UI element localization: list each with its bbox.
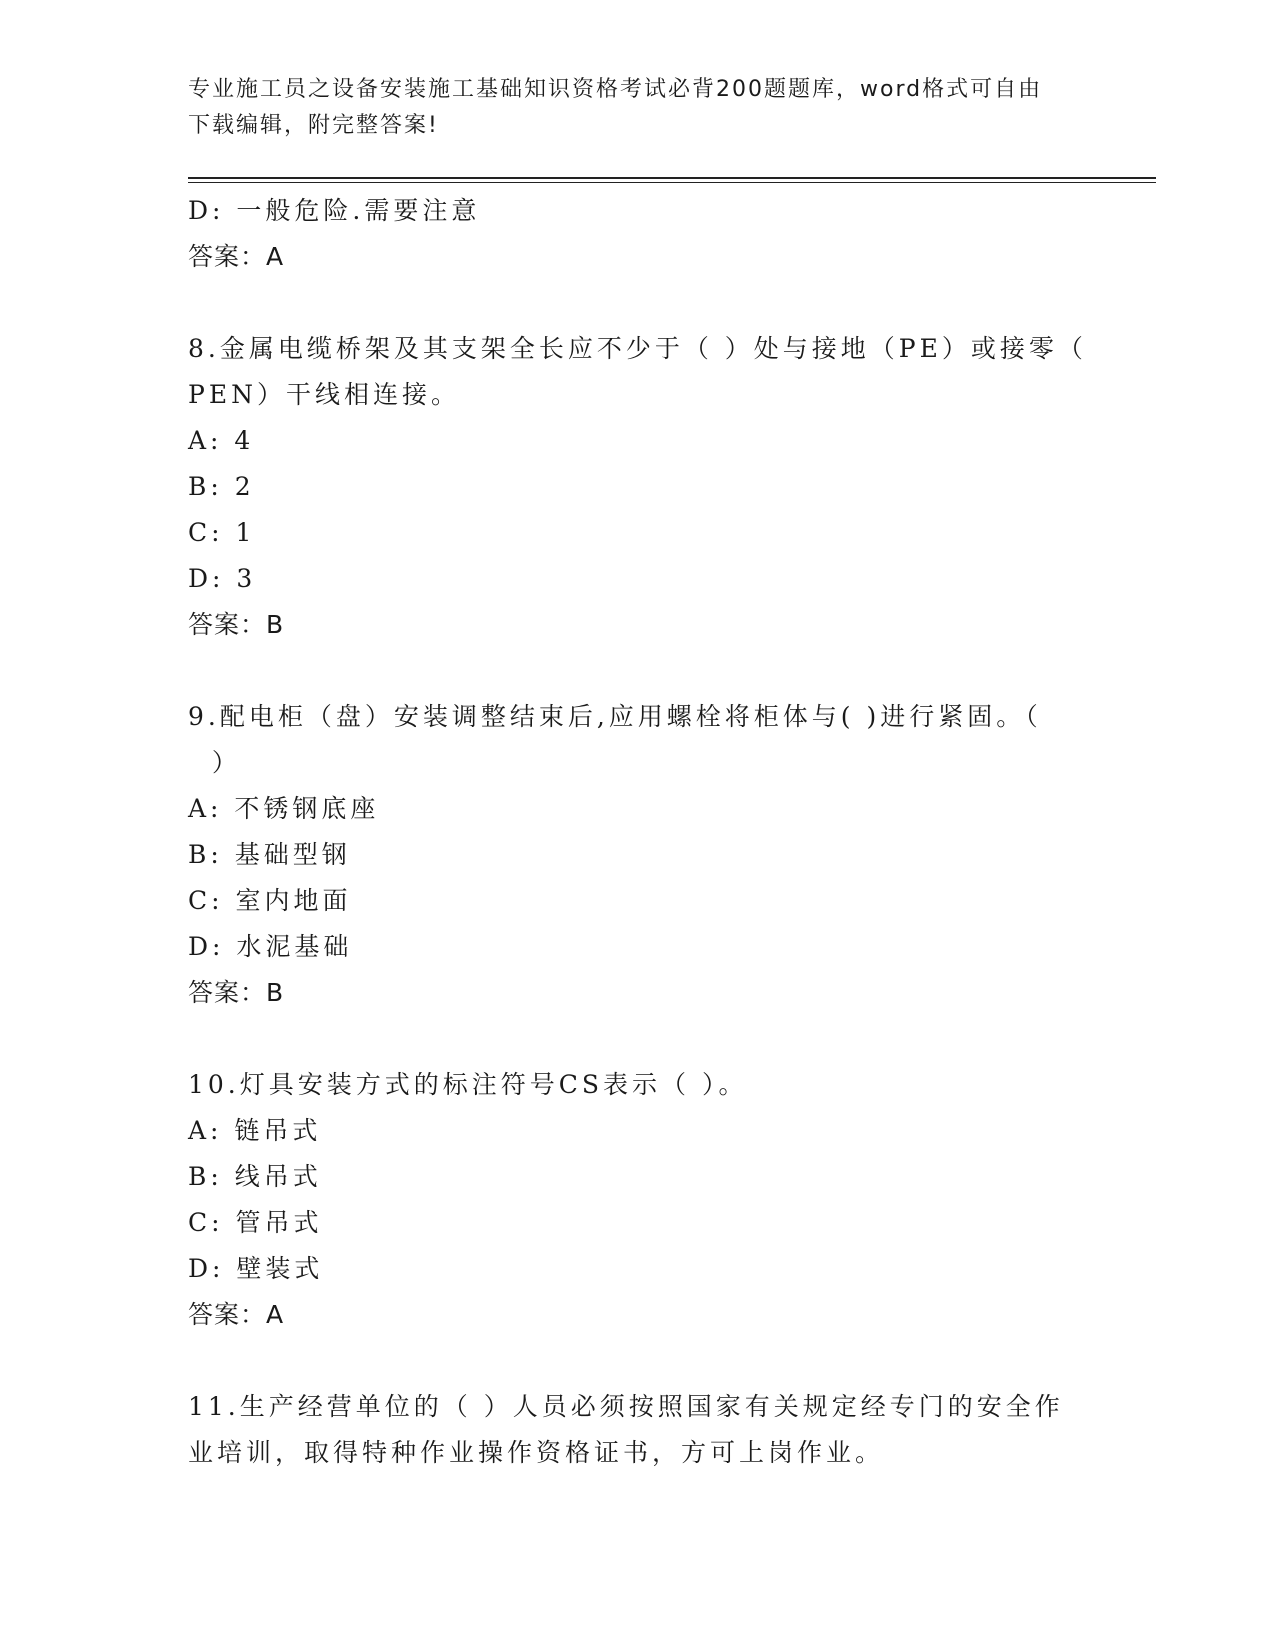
header-title-line-1: 专业施工员之设备安装施工基础知识资格考试必背200题题库，word格式可自由 [188, 77, 1043, 102]
option-a: A: 不锈钢底座 [188, 794, 380, 823]
option-b: B: 基础型钢 [188, 840, 351, 869]
answer-line: 答案：B [188, 610, 285, 639]
answer-line: 答案：A [188, 1300, 285, 1329]
header-divider-thin [188, 182, 1156, 183]
question-text-line-1: 9.配电柜（盘）安装调整结束后,应用螺栓将柜体与( )进行紧固。（ [188, 702, 1042, 731]
option-d: D: 水泥基础 [188, 932, 353, 961]
question-text-line-2: PEN）干线相连接。 [188, 380, 460, 409]
question-7-tail [188, 188, 1088, 280]
answer-line: 答案：A [188, 242, 285, 271]
header-divider-thick [188, 177, 1156, 179]
question-text-line-1: 10.灯具安装方式的标注符号CS表示（ ）。 [188, 1070, 748, 1099]
question-text-line-2: ） [188, 748, 241, 777]
answer-line: 答案：B [188, 978, 285, 1007]
option-a: A: 4 [188, 426, 255, 455]
question-text-line-2: 业培训，取得特种作业操作资格证书，方可上岗作业。 [188, 1438, 885, 1467]
question-9 [188, 694, 1088, 1016]
question-11 [188, 1384, 1088, 1476]
question-8 [188, 326, 1088, 648]
option-d: D: 壁装式 [188, 1254, 324, 1283]
option-c: C: 1 [188, 518, 256, 547]
question-text-line-1: 11.生产经营单位的（ ）人员必须按照国家有关规定经专门的安全作 [188, 1392, 1064, 1421]
option-d: D: 一般危险.需要注意 [188, 196, 481, 225]
option-c: C: 管吊式 [188, 1208, 323, 1237]
option-d: D: 3 [188, 564, 257, 593]
header-title-line-2: 下载编辑，附完整答案! [188, 113, 439, 138]
option-b: B: 线吊式 [188, 1162, 322, 1191]
question-text-line-1: 8.金属电缆桥架及其支架全长应不少于（ ）处与接地（PE）或接零（ [188, 334, 1087, 363]
option-c: C: 室内地面 [188, 886, 352, 915]
document-body [188, 188, 1088, 1476]
question-10 [188, 1062, 1088, 1338]
option-a: A: 链吊式 [188, 1116, 322, 1145]
option-b: B: 2 [188, 472, 255, 501]
document-header [188, 72, 1068, 144]
